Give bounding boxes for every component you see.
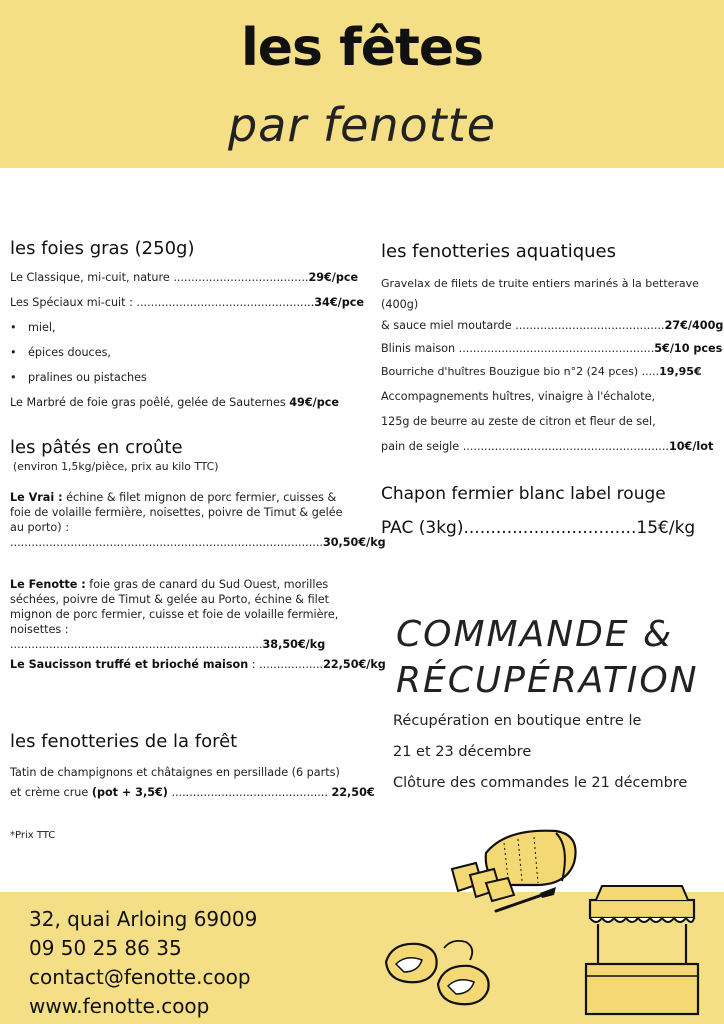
item-desc: , mi-cuit, nature ...................................... <box>80 271 309 284</box>
commande-info-2: 21 et 23 décembre <box>393 744 532 760</box>
market-stall-illustration <box>582 880 702 1018</box>
item-desc: & sauce miel moutarde .......................................... <box>381 319 665 332</box>
menu-item-blinis <box>381 341 722 356</box>
menu-item-vrai <box>10 490 358 535</box>
footnote: *Prix TTC <box>10 830 56 841</box>
item-price: 29€/pce <box>308 271 359 284</box>
contact-website[interactable]: www.fenotte.coop <box>29 994 210 1018</box>
item-price: 49€/pce <box>289 396 339 409</box>
menu-item-gravelax-weight: (400g) <box>381 298 419 311</box>
menu-item-saucisson <box>10 657 386 672</box>
page-title: les fêtes <box>240 18 484 78</box>
item-name: Les Spéciaux <box>10 296 84 309</box>
menu-item-accompagnements-price-line <box>381 439 713 454</box>
menu-item-bourriche <box>381 364 702 379</box>
section-heading-pates: les pâtés en croûte <box>10 437 183 458</box>
commande-title-line-1: COMMANDE & <box>396 614 674 655</box>
item-desc: mi-cuit : .................................................. <box>83 296 315 309</box>
commande-title-line-2: RÉCUPÉRATION <box>396 660 699 701</box>
section-note-pates: (environ 1,5kg/pièce, prix au kilo TTC) <box>13 460 219 473</box>
commande-info-1: Récupération en boutique entre le <box>393 713 642 729</box>
flavor-item: • miel, <box>28 320 56 335</box>
item-price: 27€/400g <box>664 319 724 332</box>
item-name: Le Classique <box>10 271 81 284</box>
menu-item-gravelax: Gravelax de filets de truite entiers marinés à la betterave <box>381 277 699 290</box>
item-desc: foie gras de canard du Sud Ouest, morilles séchées, poivre de Timut & gelée au Porto, échine & filet mignon de porc fermier, cuisse et foie de volaille fermière, noisettes : ....................................................................... <box>10 578 339 651</box>
item-desc: échine & filet mignon de porc fermier, cuisses & foie de volaille fermière, noisettes, poivre de Timut & gelée au porto) : <box>10 491 343 534</box>
oysters-illustration <box>378 934 498 1014</box>
contact-phone[interactable]: 09 50 25 86 35 <box>29 936 182 960</box>
menu-item-classique <box>10 270 358 285</box>
item-name: Blinis maison <box>381 342 456 355</box>
item-name: Le Vrai : <box>10 491 63 504</box>
item-price: 38,50€/kg <box>262 638 326 651</box>
contact-email[interactable]: contact@fenotte.coop <box>29 965 251 989</box>
section-heading-foret: les fenotteries de la forêt <box>10 731 238 752</box>
item-desc: pain de seigle .......................................................... <box>381 440 669 453</box>
item-desc: Le Marbré de foie gras poêlé, gelée de Sauternes <box>10 396 290 409</box>
chapon-line-2: PAC (3kg)................................15€/kg <box>381 518 696 538</box>
menu-item-accompagnements-2: 125g de beurre au zeste de citron et fleur de sel, <box>381 415 656 428</box>
contact-address: 32, quai Arloing 69009 <box>29 907 258 931</box>
menu-item-vrai-price-line <box>10 535 386 550</box>
flavor-item: • pralines ou pistaches <box>28 370 147 385</box>
item-deposit: (pot + 3,5€) <box>91 786 168 799</box>
item-dots: ........................................................................................ <box>10 536 323 549</box>
menu-item-speciaux <box>10 295 364 310</box>
item-name: Le Saucisson truffé et brioché maison <box>10 658 249 671</box>
page-subtitle: par fenotte <box>227 98 497 152</box>
section-heading-foies-gras: les foies gras (250g) <box>10 238 195 259</box>
item-price: 19,95€ <box>659 365 702 378</box>
item-price: 10€/lot <box>668 440 714 453</box>
item-desc: Bourriche d'huîtres Bouzigue bio n°2 (24 pces) ..... <box>381 365 660 378</box>
section-heading-aquatiques: les fenotteries aquatiques <box>381 241 617 262</box>
menu-item-fenotte <box>10 577 362 652</box>
item-price: 5€/10 pces <box>654 342 723 355</box>
item-price: 22,50€/kg <box>323 658 386 671</box>
item-desc: et crème crue <box>10 786 92 799</box>
item-price: 30,50€/kg <box>322 536 386 549</box>
menu-item-tatin: Tatin de champignons et châtaignes en persillade (6 parts) <box>10 766 340 779</box>
menu-item-accompagnements: Accompagnements huîtres, vinaigre à l'échalote, <box>381 390 656 403</box>
bread-and-knife-illustration <box>446 823 586 913</box>
item-name: Le Fenotte : <box>10 578 86 591</box>
item-price: 34€/pce <box>314 296 364 309</box>
menu-item-marbre <box>10 395 339 410</box>
commande-info-3: Clôture des commandes le 21 décembre <box>393 775 688 791</box>
menu-item-gravelax-price-line <box>381 318 723 333</box>
chapon-line-1: Chapon fermier blanc label rouge <box>381 484 666 504</box>
item-dots: ............................................ <box>167 786 332 799</box>
item-dots: ....................................................... <box>455 342 655 355</box>
item-price: 22,50€ <box>331 786 375 799</box>
menu-item-tatin-price-line <box>10 785 375 800</box>
flavor-item: • épices douces, <box>28 345 111 360</box>
item-desc: : .................. <box>248 658 324 671</box>
